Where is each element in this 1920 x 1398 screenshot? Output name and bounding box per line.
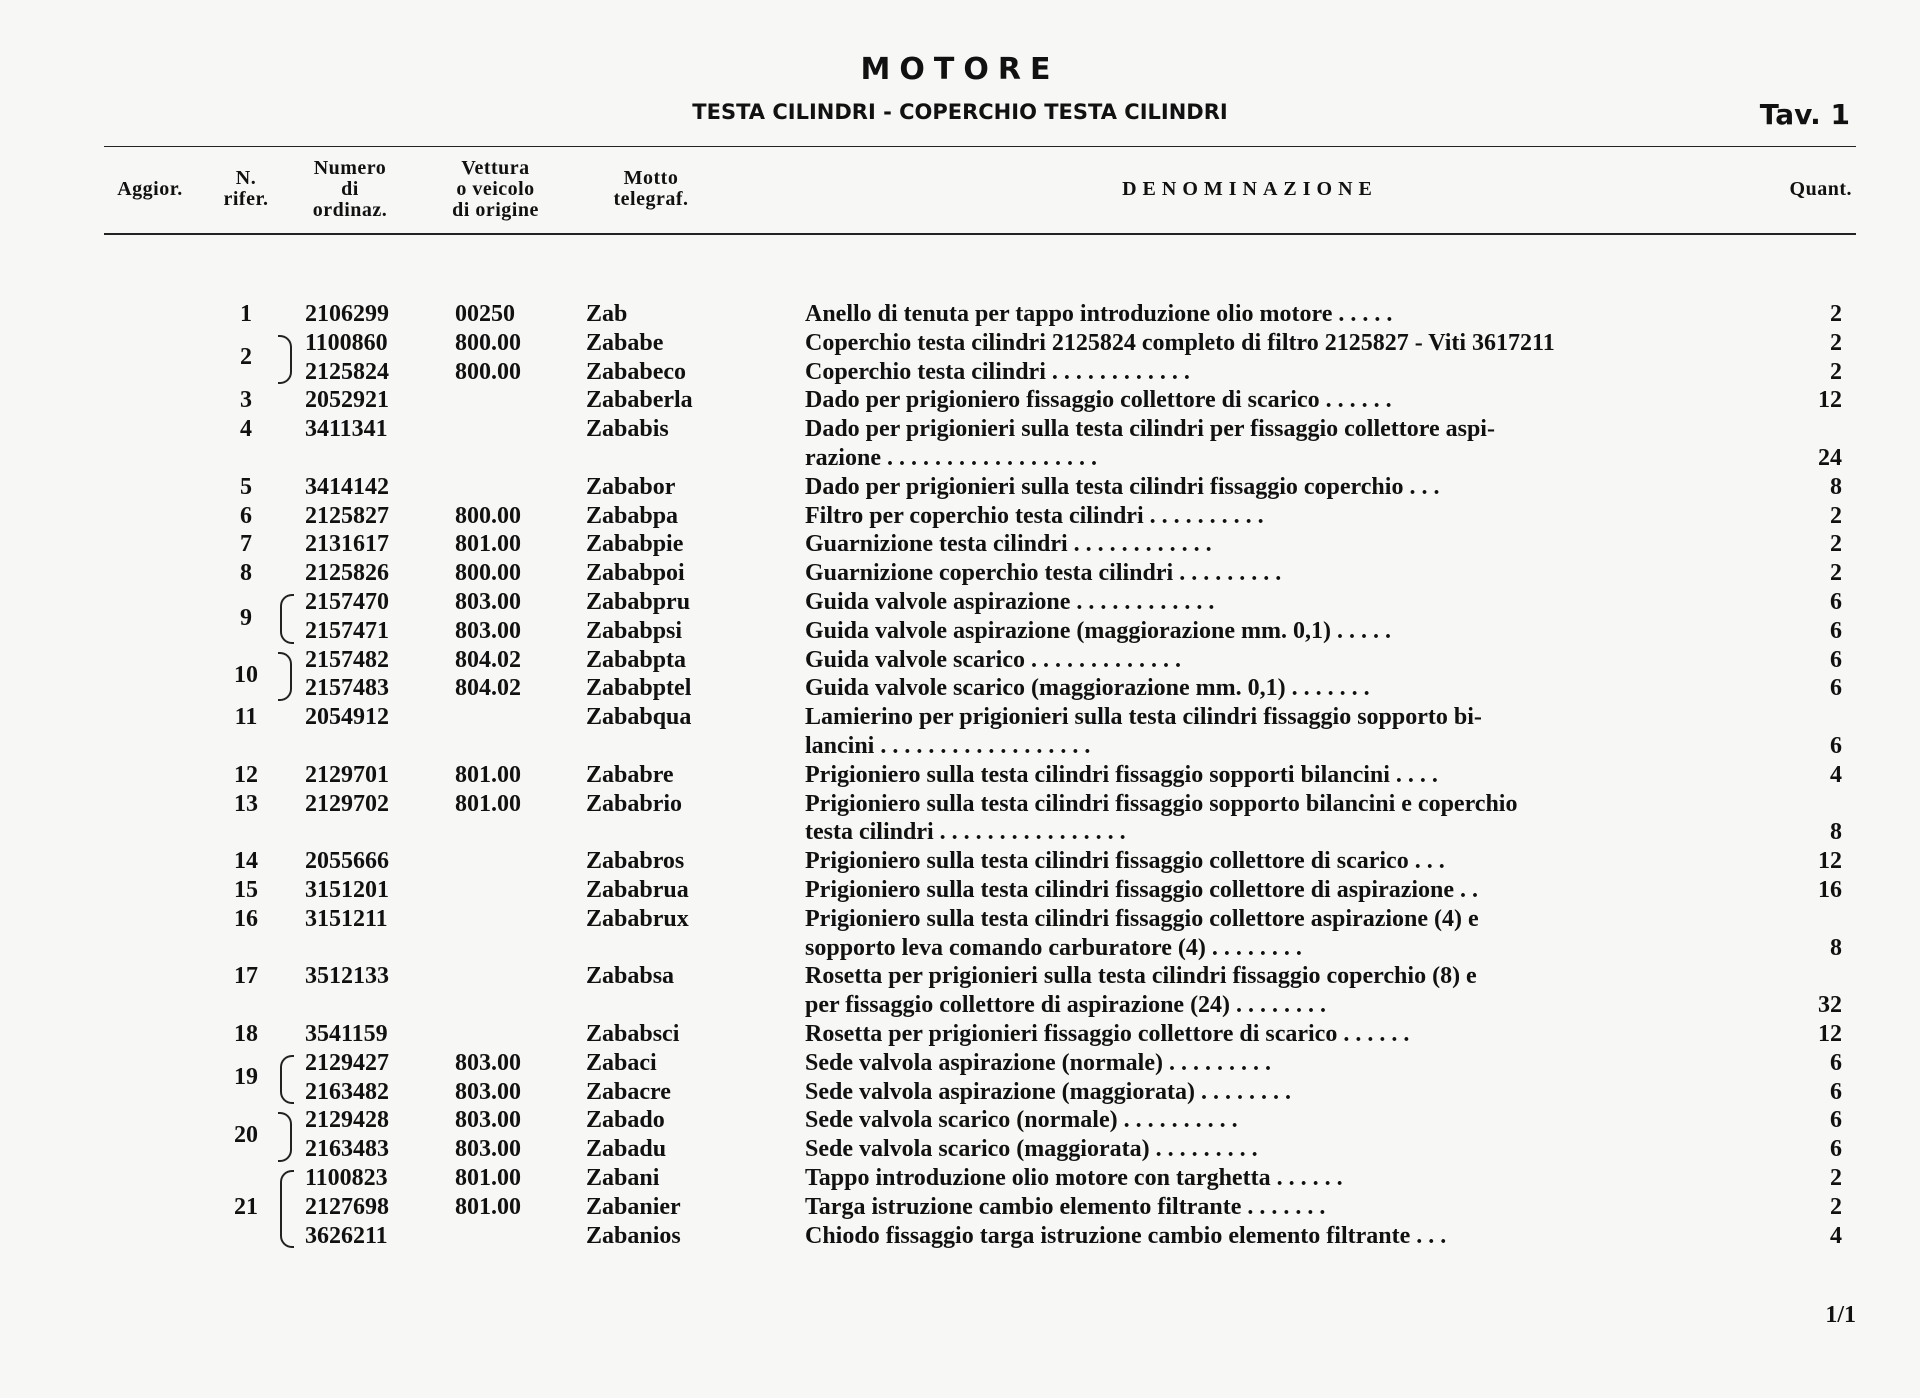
group-rif-19: 19 [234, 1064, 258, 1090]
ref-number: 4 [240, 416, 252, 443]
table-row [0, 962, 1920, 991]
vehicle-origin: 800.00 [455, 502, 521, 529]
vehicle-origin: 803.00 [455, 1078, 521, 1105]
telegraph-code: Zababrua [586, 877, 689, 903]
quantity: 12 [1818, 387, 1842, 414]
part-description: Coperchio testa cilindri . . . . . . . . . . . . [805, 358, 1190, 385]
telegraph-code: Zababsci [586, 1021, 680, 1047]
order-number: 2163483 [305, 1136, 389, 1163]
table-row [0, 386, 1920, 415]
part-description: Sede valvola aspirazione (maggiorata) . . . . . . . . [805, 1078, 1291, 1105]
order-number: 2157471 [305, 617, 389, 644]
quantity: 8 [1830, 934, 1842, 961]
order-number: 2163482 [305, 1078, 389, 1105]
order-number: 2054912 [305, 704, 389, 731]
quantity: 6 [1830, 1078, 1842, 1105]
telegraph-code: Zababpa [586, 502, 679, 529]
quantity: 6 [1830, 733, 1842, 759]
table-row [0, 761, 1920, 790]
part-description: testa cilindri . . . . . . . . . . . . . . . . [805, 819, 1126, 846]
order-number: 2129702 [305, 790, 389, 817]
part-description: Tappo introduzione olio motore con targhetta . . . . . . [805, 1165, 1343, 1191]
column-header-vettura: Vettura o veicolo di origine [452, 157, 539, 221]
quantity: 2 [1830, 1165, 1842, 1191]
quantity: 6 [1830, 1049, 1842, 1076]
table-row [0, 473, 1920, 502]
telegraph-code: Zabani [586, 1165, 660, 1191]
telegraph-code: Zababpie [586, 531, 684, 558]
part-description: Targa istruzione cambio elemento filtrante . . . . . . . [805, 1193, 1326, 1220]
table-reference: Tav. 1 [1759, 98, 1850, 131]
order-number: 1100823 [305, 1165, 388, 1191]
part-description: Guida valvole aspirazione (maggiorazione mm. 0,1) . . . . . [805, 617, 1391, 644]
table-row [0, 502, 1920, 531]
table-row [0, 934, 1920, 963]
order-number: 2157482 [305, 646, 389, 673]
quantity: 8 [1830, 819, 1842, 846]
ref-number: 11 [234, 704, 258, 731]
part-description: per fissaggio collettore di aspirazione (24) . . . . . . . . [805, 992, 1327, 1019]
telegraph-code: Zababpoi [586, 560, 685, 587]
vehicle-origin: 803.00 [455, 1049, 521, 1076]
table-row [0, 415, 1920, 444]
ref-number: 15 [234, 877, 258, 903]
vehicle-origin: 801.00 [455, 761, 521, 788]
telegraph-code: Zababeco [586, 358, 687, 385]
part-description: Guida valvole scarico . . . . . . . . . . . . . [805, 646, 1181, 673]
order-number: 2131617 [305, 531, 389, 558]
table-row [0, 847, 1920, 876]
order-number: 2052921 [305, 387, 389, 414]
vehicle-origin: 804.02 [455, 675, 521, 702]
telegraph-code: Zababpsi [586, 617, 683, 644]
column-header-numero: Numero di ordinaz. [312, 157, 388, 221]
part-description: Guarnizione coperchio testa cilindri . . . . . . . . . [805, 560, 1282, 587]
table-row [0, 790, 1920, 819]
order-number: 3541159 [305, 1021, 388, 1047]
header-bottom-rule [104, 233, 1856, 235]
part-description: lancini . . . . . . . . . . . . . . . . . . [805, 733, 1091, 759]
group-rif-20: 20 [234, 1122, 258, 1148]
table-row [0, 732, 1920, 761]
order-number: 2157483 [305, 675, 389, 702]
page-title: MOTORE [860, 52, 1060, 87]
part-description: Filtro per coperchio testa cilindri . . . . . . . . . . [805, 502, 1264, 529]
part-description: Dado per prigioniero fissaggio collettore di scarico . . . . . . [805, 387, 1392, 414]
ref-number: 5 [240, 473, 252, 500]
quantity: 6 [1830, 675, 1842, 702]
telegraph-code: Zababis [586, 416, 669, 443]
part-description: Dado per prigionieri sulla testa cilindri per fissaggio collettore aspi- [805, 416, 1495, 443]
order-number: 2129427 [305, 1049, 389, 1076]
telegraph-code: Zababptel [586, 675, 692, 702]
part-description: Dado per prigionieri sulla testa cilindri fissaggio coperchio . . . [805, 473, 1440, 500]
order-number: 3151211 [305, 905, 388, 932]
quantity: 8 [1830, 473, 1842, 500]
table-row [0, 991, 1920, 1020]
quantity: 2 [1830, 531, 1842, 558]
telegraph-code: Zababpru [586, 589, 691, 615]
part-description: Coperchio testa cilindri 2125824 completo di filtro 2125827 - Viti 3617211 [805, 329, 1555, 356]
group-rif-21: 21 [234, 1194, 258, 1220]
part-description: Lamierino per prigionieri sulla testa cilindri fissaggio sopporto bi- [805, 704, 1482, 731]
telegraph-code: Zabaci [586, 1049, 657, 1076]
order-number: 2157470 [305, 589, 389, 615]
part-description: Anello di tenuta per tappo introduzione olio motore . . . . . [805, 301, 1393, 327]
telegraph-code: Zababre [586, 761, 674, 788]
part-description: Sede valvola scarico (maggiorata) . . . . . . . . . [805, 1136, 1258, 1163]
quantity: 4 [1830, 1222, 1842, 1249]
part-description: Guida valvole scarico (maggiorazione mm. 0,1) . . . . . . . [805, 675, 1370, 702]
page-subtitle: TESTA CILINDRI - COPERCHIO TESTA CILINDRI [692, 100, 1228, 124]
telegraph-code: Zababsa [586, 963, 675, 990]
quantity: 32 [1818, 992, 1842, 1019]
column-header-motto: Motto telegraf. [613, 167, 689, 210]
quantity: 2 [1830, 358, 1842, 385]
quantity: 24 [1818, 445, 1842, 471]
vehicle-origin: 804.02 [455, 646, 521, 673]
quantity: 6 [1830, 1136, 1842, 1163]
group-rif-9: 9 [240, 605, 252, 631]
quantity: 2 [1830, 1193, 1842, 1220]
vehicle-origin: 801.00 [455, 790, 521, 817]
group-rif-2: 2 [240, 344, 252, 370]
order-number: 2129428 [305, 1107, 389, 1134]
vehicle-origin: 00250 [455, 301, 515, 327]
telegraph-code: Zabanier [586, 1193, 681, 1220]
part-description: Guarnizione testa cilindri . . . . . . . . . . . . [805, 531, 1212, 558]
table-row [0, 905, 1920, 934]
telegraph-code: Zababpta [586, 646, 687, 673]
telegraph-code: Zababrux [586, 905, 689, 932]
quantity: 16 [1818, 877, 1842, 903]
ref-number: 14 [234, 848, 258, 875]
part-description: Prigioniero sulla testa cilindri fissaggio collettore di scarico . . . [805, 848, 1445, 875]
quantity: 2 [1830, 560, 1842, 587]
column-header-aggior: Aggior. [117, 178, 183, 200]
part-description: Prigioniero sulla testa cilindri fissaggio collettore aspirazione (4) e [805, 905, 1479, 932]
order-number: 2125827 [305, 502, 389, 529]
order-number: 3626211 [305, 1222, 388, 1249]
part-description: Rosetta per prigionieri fissaggio collettore di scarico . . . . . . [805, 1021, 1410, 1047]
vehicle-origin: 803.00 [455, 1136, 521, 1163]
quantity: 2 [1830, 301, 1842, 327]
ref-number: 18 [234, 1021, 258, 1047]
table-row [0, 559, 1920, 588]
quantity: 6 [1830, 589, 1842, 615]
part-description: Chiodo fissaggio targa istruzione cambio elemento filtrante . . . [805, 1222, 1447, 1249]
telegraph-code: Zababros [586, 848, 685, 875]
telegraph-code: Zabacre [586, 1078, 671, 1105]
telegraph-code: Zab [586, 301, 628, 327]
part-description: Prigioniero sulla testa cilindri fissaggio sopporto bilancini e coperchio [805, 790, 1518, 817]
quantity: 6 [1830, 617, 1842, 644]
order-number: 2129701 [305, 761, 389, 788]
table-row [0, 444, 1920, 473]
table-row [0, 703, 1920, 732]
order-number: 1100860 [305, 329, 388, 356]
header-top-rule [104, 146, 1856, 147]
vehicle-origin: 800.00 [455, 560, 521, 587]
quantity: 12 [1818, 1021, 1842, 1047]
table-row [0, 818, 1920, 847]
quantity: 6 [1830, 1107, 1842, 1134]
order-number: 2055666 [305, 848, 389, 875]
table-row [0, 530, 1920, 559]
order-number: 2127698 [305, 1193, 389, 1220]
order-number: 3512133 [305, 963, 389, 990]
part-description: sopporto leva comando carburatore (4) . . . . . . . . [805, 934, 1302, 961]
column-header-rifer: N. rifer. [223, 167, 269, 210]
page-number: 1/1 [1825, 1302, 1856, 1328]
ref-number: 8 [240, 560, 252, 587]
quantity: 4 [1830, 761, 1842, 788]
ref-number: 3 [240, 387, 252, 414]
table-row [0, 1020, 1920, 1049]
vehicle-origin: 800.00 [455, 358, 521, 385]
order-number: 3414142 [305, 473, 389, 500]
telegraph-code: Zabanios [586, 1222, 681, 1249]
vehicle-origin: 801.00 [455, 1193, 521, 1220]
vehicle-origin: 803.00 [455, 1107, 521, 1134]
part-description: Guida valvole aspirazione . . . . . . . . . . . . [805, 589, 1215, 615]
ref-number: 6 [240, 502, 252, 529]
group-rif-10: 10 [234, 662, 258, 688]
vehicle-origin: 801.00 [455, 531, 521, 558]
telegraph-code: Zababe [586, 329, 664, 356]
order-number: 3411341 [305, 416, 388, 443]
part-description: Sede valvola scarico (normale) . . . . . . . . . . [805, 1107, 1238, 1134]
vehicle-origin: 801.00 [455, 1165, 521, 1191]
part-description: Sede valvola aspirazione (normale) . . . . . . . . . [805, 1049, 1271, 1076]
column-header-quant: Quant. [1789, 178, 1852, 200]
part-description: Prigioniero sulla testa cilindri fissaggio sopporti bilancini . . . . [805, 761, 1438, 788]
ref-number: 12 [234, 761, 258, 788]
part-description: Prigioniero sulla testa cilindri fissaggio collettore di aspirazione . . [805, 877, 1479, 903]
telegraph-code: Zabadu [586, 1136, 667, 1163]
quantity: 12 [1818, 848, 1842, 875]
ref-number: 13 [234, 790, 258, 817]
vehicle-origin: 800.00 [455, 329, 521, 356]
vehicle-origin: 803.00 [455, 589, 521, 615]
telegraph-code: Zababqua [586, 704, 692, 731]
ref-number: 7 [240, 531, 252, 558]
vehicle-origin: 803.00 [455, 617, 521, 644]
table-row [0, 876, 1920, 905]
column-header-denominazione: DENOMINAZIONE [1122, 178, 1378, 200]
ref-number: 16 [234, 905, 258, 932]
ref-number: 1 [240, 301, 252, 327]
telegraph-code: Zababrio [586, 790, 683, 817]
table-row [0, 300, 1920, 329]
order-number: 2106299 [305, 301, 389, 327]
quantity: 2 [1830, 502, 1842, 529]
telegraph-code: Zababor [586, 473, 676, 500]
telegraph-code: Zabado [586, 1107, 665, 1134]
order-number: 2125824 [305, 358, 389, 385]
order-number: 3151201 [305, 877, 389, 903]
part-description: razione . . . . . . . . . . . . . . . . . . [805, 445, 1097, 471]
quantity: 6 [1830, 646, 1842, 673]
ref-number: 17 [234, 963, 258, 990]
quantity: 2 [1830, 329, 1842, 356]
telegraph-code: Zababerla [586, 387, 693, 414]
order-number: 2125826 [305, 560, 389, 587]
part-description: Rosetta per prigionieri sulla testa cilindri fissaggio coperchio (8) e [805, 963, 1477, 990]
